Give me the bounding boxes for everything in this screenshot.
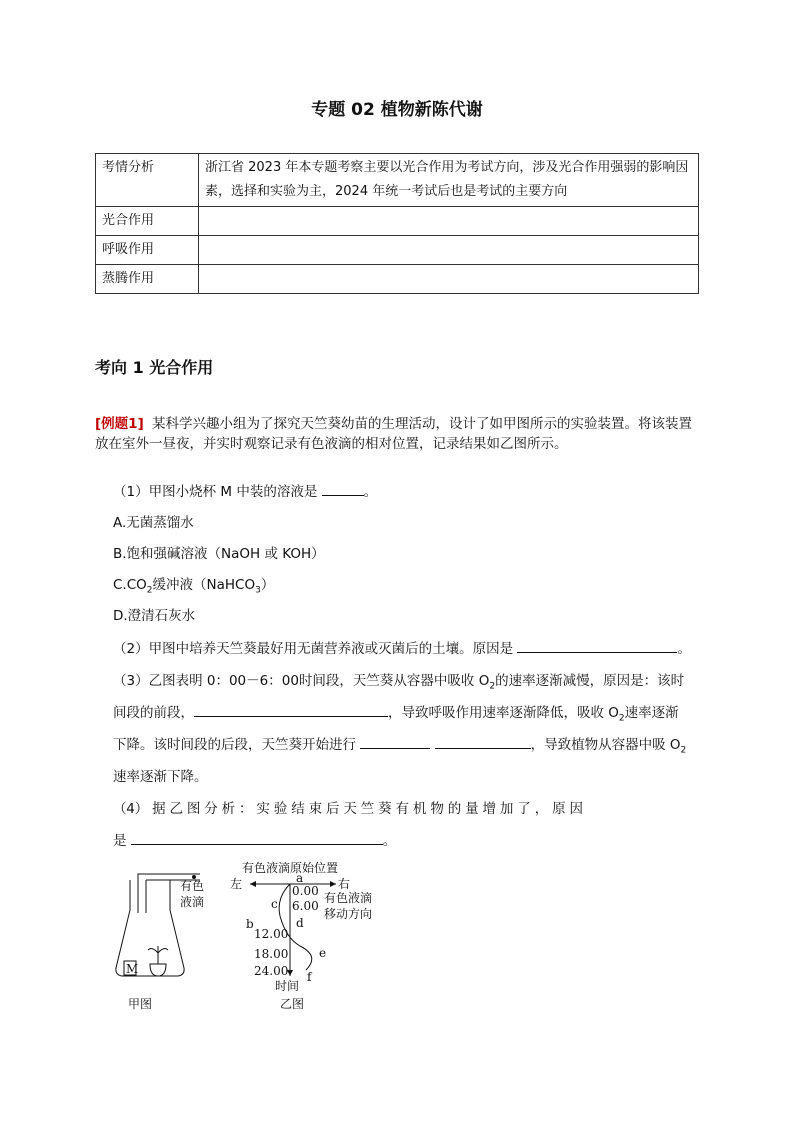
tick-label: 12.00 bbox=[254, 927, 289, 941]
droplet-label: 有色 bbox=[180, 879, 205, 893]
droplet-label: 液滴 bbox=[180, 895, 205, 909]
option-c-text: ） bbox=[260, 577, 275, 593]
tick-label: 6.00 bbox=[292, 899, 319, 913]
question-3-text: 间段的前段， bbox=[113, 705, 194, 721]
answer-blank[interactable] bbox=[131, 830, 383, 845]
move-label: 移动方向 bbox=[324, 907, 373, 921]
axis-label: 时间 bbox=[275, 979, 300, 993]
answer-blank[interactable] bbox=[435, 734, 531, 749]
subscript: 3 bbox=[255, 585, 261, 596]
table-row bbox=[96, 236, 699, 265]
question-3-text: 下降。该时间段的后段，天竺葵开始进行 bbox=[113, 737, 356, 753]
plant-icon bbox=[148, 946, 168, 964]
table-cell-content bbox=[199, 207, 699, 236]
option-d: D.澄清石灰水 bbox=[113, 608, 196, 624]
punct: 。 bbox=[677, 641, 691, 657]
point-label: f bbox=[307, 970, 312, 984]
section-heading: 考向 1 光合作用 bbox=[95, 358, 214, 377]
answer-blank[interactable] bbox=[194, 702, 388, 717]
question-3-text: ，导致呼吸作用速率逐渐降低，吸收 O bbox=[388, 705, 619, 721]
exam-analysis-table bbox=[95, 153, 699, 294]
point-label: e bbox=[319, 946, 327, 960]
table-row bbox=[96, 207, 699, 236]
tick-label: 24.00 bbox=[254, 964, 289, 978]
table-cell-label: 考情分析 bbox=[96, 154, 199, 207]
question-4: （4） 据 乙 图 分 析 ： 实 验 结 束 后 天 竺 葵 有 机 物 的 量 增 加 了 ， 原 因 bbox=[113, 801, 583, 817]
punct: 。 bbox=[382, 833, 397, 849]
origin-label: 有色液滴原始位置 bbox=[242, 861, 339, 875]
example-stem-text: 某科学兴趣小组为了探究天竺葵幼苗的生理活动，设计了如甲图所示的实验装置。将该装置放在室外一昼夜，并实时观察记录有色液滴的相对位置，记录结果如乙图所示。 bbox=[95, 416, 693, 452]
tick-label: 18.00 bbox=[254, 947, 289, 961]
subscript: 2 bbox=[618, 713, 625, 724]
option-c-text: 缓冲液（NaHCO bbox=[152, 577, 256, 593]
option-c bbox=[113, 573, 274, 596]
punct: 。 bbox=[363, 484, 378, 500]
table-cell-label: 呼吸作用 bbox=[96, 236, 199, 265]
table-cell-content bbox=[199, 265, 699, 294]
figure-caption-yi: 乙图 bbox=[280, 997, 305, 1011]
answer-blank[interactable] bbox=[360, 734, 430, 749]
table-cell-label: 光合作用 bbox=[96, 207, 199, 236]
question-3-text: 速率逐渐 bbox=[624, 705, 679, 721]
subscript: 2 bbox=[680, 745, 687, 756]
subscript: 2 bbox=[146, 585, 153, 596]
question-2 bbox=[113, 637, 691, 657]
table-cell-content: 浙江省 2023 年本专题考察主要以光合作用为考试方向，涉及光合作用强弱的影响因素，选择和实验为主，2024 年统一考试后也是考试的主要方向 bbox=[199, 154, 699, 207]
question-3-text: 的速率逐渐减慢，原因是：该时 bbox=[495, 673, 685, 689]
experiment-figure bbox=[110, 858, 380, 1018]
right-label: 右 bbox=[338, 877, 351, 891]
table-cell-label: 蒸腾作用 bbox=[96, 265, 199, 294]
left-label: 左 bbox=[230, 877, 243, 891]
tick-label: 0.00 bbox=[292, 884, 319, 898]
question-2-text: （2）甲图中培养天竺葵最好用无菌营养液或灭菌后的土壤。原因是 bbox=[113, 641, 514, 657]
question-3-line-3 bbox=[113, 733, 686, 756]
question-1 bbox=[113, 480, 377, 500]
option-b: B.饱和强碱溶液（NaOH 或 KOH） bbox=[113, 546, 325, 562]
table-row bbox=[96, 154, 699, 207]
point-label: b bbox=[246, 917, 254, 931]
question-3 bbox=[113, 669, 684, 692]
beaker-label: M bbox=[126, 962, 139, 976]
question-1-text: （1）甲图小烧杯 M 中装的溶液是 bbox=[113, 484, 318, 500]
question-3-text: ，导致植物从容器中吸 O bbox=[530, 737, 681, 753]
subscript: 2 bbox=[489, 681, 496, 692]
point-label: d bbox=[296, 916, 304, 930]
question-4-line-2 bbox=[113, 829, 396, 849]
question-3-line-2 bbox=[113, 701, 679, 724]
table-row bbox=[96, 265, 699, 294]
tube bbox=[138, 880, 146, 913]
example-tag: [例题1] bbox=[95, 416, 144, 432]
answer-blank[interactable] bbox=[517, 638, 677, 653]
page-title: 专题 02 植物新陈代谢 bbox=[311, 100, 483, 120]
question-4-text: 是 bbox=[113, 833, 127, 849]
question-3-text: （3）乙图表明 0：00－6：00时间段，天竺葵从容器中吸收 O bbox=[113, 673, 490, 689]
point-label: c bbox=[271, 897, 278, 911]
move-label: 有色液滴 bbox=[324, 891, 373, 905]
option-c-text: C.CO bbox=[113, 577, 147, 593]
table-cell-content bbox=[199, 236, 699, 265]
example-stem bbox=[95, 414, 705, 454]
option-a: A.无菌蒸馏水 bbox=[113, 515, 194, 531]
plant-pot bbox=[150, 964, 166, 976]
question-3-line-4: 速率逐渐下降。 bbox=[113, 769, 208, 785]
point-label: a bbox=[296, 871, 304, 885]
answer-blank[interactable] bbox=[322, 481, 364, 496]
figure-caption-jia: 甲图 bbox=[128, 997, 153, 1011]
